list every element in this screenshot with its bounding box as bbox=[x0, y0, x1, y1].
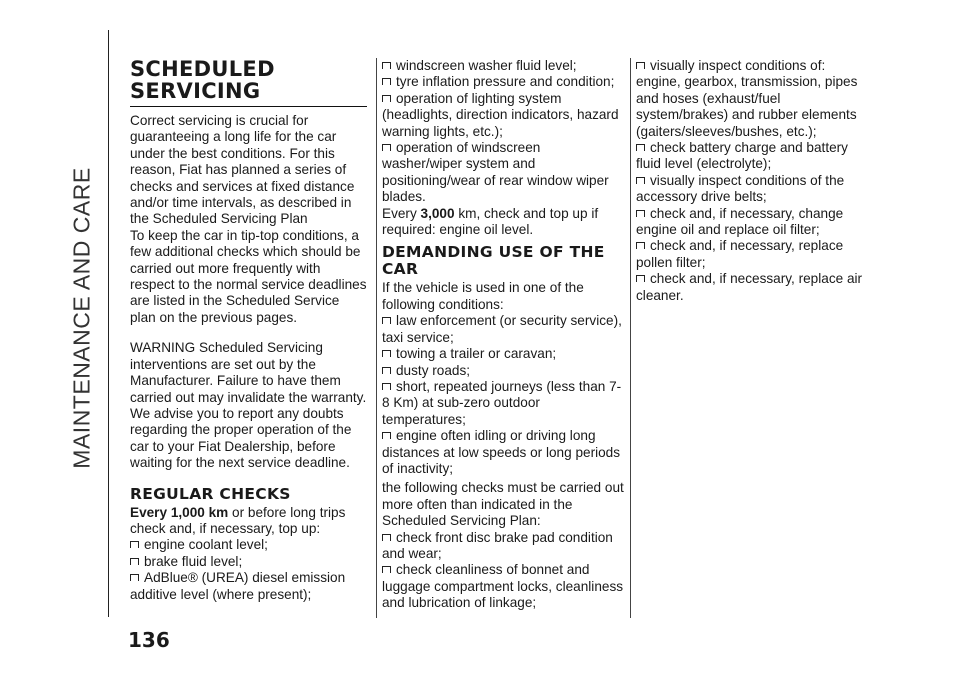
bullet-icon bbox=[382, 144, 391, 151]
list-item: engine coolant level; bbox=[130, 537, 367, 553]
scheduled-servicing-heading: SCHEDULED SERVICING bbox=[130, 58, 367, 107]
bullet-icon bbox=[636, 62, 645, 69]
bullet-icon bbox=[636, 144, 645, 151]
bullet-icon bbox=[636, 275, 645, 282]
bullet-icon bbox=[382, 432, 391, 439]
bullet-icon bbox=[382, 62, 391, 69]
column-1 bbox=[130, 58, 367, 603]
list-item: check and, if necessary, change engine oil and replace oil filter; bbox=[636, 205, 844, 238]
list-item: dusty roads; bbox=[382, 363, 624, 379]
list-item: engine often idling or driving long distances at low speeds or long periods of inactivity; bbox=[382, 428, 621, 476]
demanding-use-heading: DEMANDING USE OF THE CAR bbox=[382, 243, 605, 279]
bullet-icon bbox=[382, 317, 391, 324]
list-item: operation of lighting system (headlights, direction indicators, hazard warning lights, etc.); bbox=[382, 90, 619, 139]
list-item: operation of windscreen washer/wiper system and positioning/wear of rear window wiper blades. bbox=[382, 140, 609, 205]
list-item: check and, if necessary, replace air cleaner. bbox=[636, 271, 863, 303]
bullet-icon bbox=[382, 367, 391, 374]
bullet-icon bbox=[130, 558, 139, 565]
tip-top-paragraph: To keep the car in tip-top conditions, a few additional checks which should be carried out more frequently with respect to the normal service deadlines are listed in the Scheduled Service plan on the previous pages. bbox=[130, 227, 367, 325]
list-item: check and, if necessary, replace pollen filter; bbox=[636, 238, 844, 270]
list-item: check front disc brake pad condition and wear; bbox=[382, 529, 613, 561]
list-item: law enforcement (or security service), taxi service; bbox=[382, 313, 622, 345]
list-item: check cleanliness of bonnet and luggage compartment locks, cleanliness and lubrication of linkage; bbox=[382, 562, 624, 611]
page-number: 136 bbox=[128, 628, 170, 652]
list-item: visually inspect conditions of: engine, gearbox, transmission, pipes and hoses (exhaust/fuel system/brakes) and rubber elements (gaiters/sleeves/bushes, etc.); bbox=[636, 58, 858, 139]
bullet-icon bbox=[382, 566, 391, 573]
bullet-icon bbox=[382, 78, 391, 85]
column-3 bbox=[636, 58, 868, 304]
bullet-icon bbox=[636, 242, 645, 249]
intro-paragraph: Correct servicing is crucial for guaranteeing a long life for the car under the best conditions. For this reason, Fiat has planned a series of checks and services at fixed distance and/or time intervals, as described in the Scheduled Servicing Plan bbox=[130, 113, 355, 227]
bullet-icon bbox=[130, 574, 139, 581]
demanding-use-intro: If the vehicle is used in one of the following conditions: bbox=[382, 280, 584, 312]
column-divider-2 bbox=[630, 58, 631, 618]
following-checks-paragraph: the following checks must be carried out more often than indicated in the Scheduled Servicing Plan: bbox=[382, 480, 624, 529]
column-2 bbox=[382, 58, 624, 612]
bullet-icon bbox=[382, 95, 391, 102]
list-item: brake fluid level; bbox=[130, 554, 367, 570]
regular-checks-heading: REGULAR CHECKS bbox=[130, 484, 291, 503]
column-divider-1 bbox=[376, 58, 377, 618]
list-item: windscreen washer fluid level; bbox=[382, 58, 624, 74]
bullet-icon bbox=[636, 210, 645, 217]
bullet-icon bbox=[130, 541, 139, 548]
bullet-icon bbox=[382, 383, 391, 390]
bullet-icon bbox=[382, 534, 391, 541]
every-3000-paragraph: Every 3,000 km, check and top up if required: engine oil level. bbox=[382, 205, 599, 238]
side-divider bbox=[108, 30, 109, 617]
list-item: towing a trailer or caravan; bbox=[382, 346, 624, 362]
list-item: AdBlue® (UREA) diesel emission additive level (where present); bbox=[130, 570, 346, 602]
list-item: tyre inflation pressure and condition; bbox=[382, 74, 624, 90]
bullet-icon bbox=[382, 350, 391, 357]
list-item: visually inspect conditions of the accessory drive belts; bbox=[636, 172, 845, 205]
list-item: short, repeated journeys (less than 7-8 Km) at sub-zero outdoor temperatures; bbox=[382, 378, 622, 427]
list-item: check battery charge and battery fluid level (electrolyte); bbox=[636, 140, 848, 172]
regular-checks-intro: Every 1,000 km or before long trips check and, if necessary, top up: bbox=[130, 504, 346, 536]
warning-paragraph: WARNING Scheduled Servicing interventions are set out by the Manufacturer. Failure to have them carried out may invalidate the warranty. We advise you to report any doubts regarding the proper operation of the car to your Fiat Dealership, before waiting for the next service deadline. bbox=[130, 340, 367, 471]
bullet-icon bbox=[636, 177, 645, 184]
